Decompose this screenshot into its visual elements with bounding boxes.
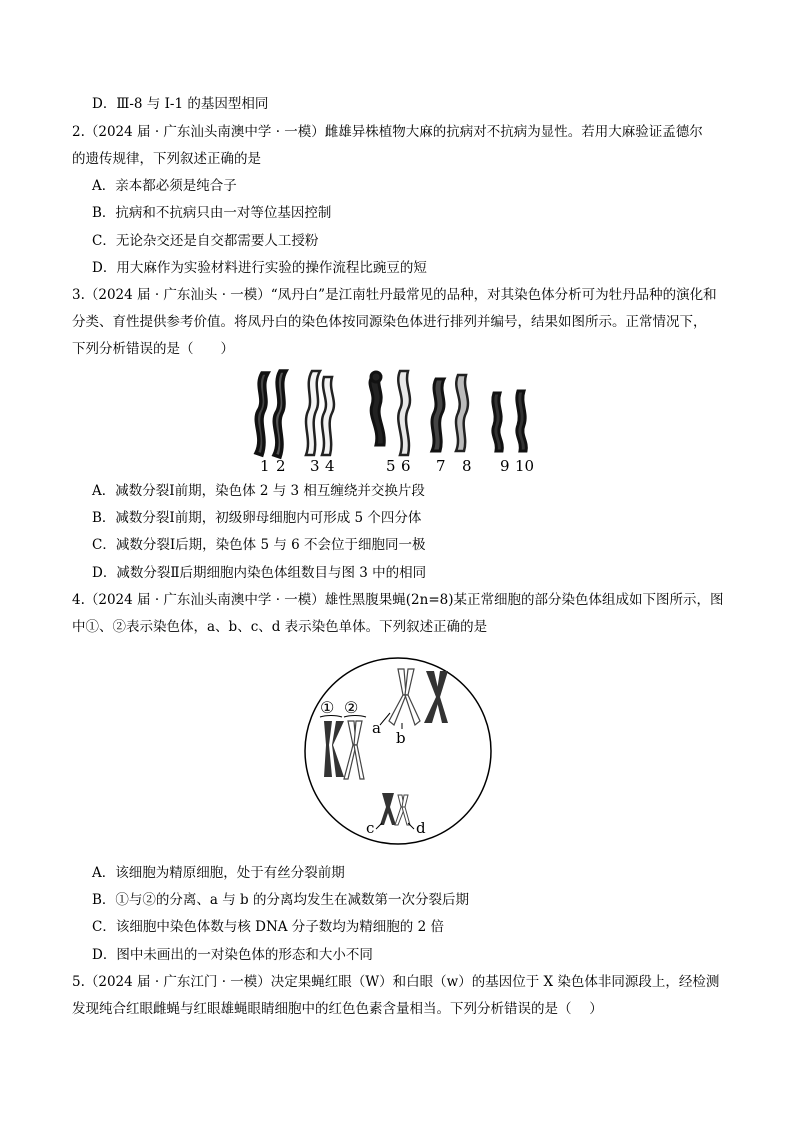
q2-stem-line1: 2.（2024 届 · 广东汕头南澳中学 · 一模）雌雄异株植物大麻的抗病对不抗病为显性。若用大麻验证孟德尔 xyxy=(72,124,703,140)
q5-stem-line2: 发现纯合红眼雌蝇与红眼雄蝇眼睛细胞中的红色色素含量相当。下列分析错误的是（ ） xyxy=(72,1001,603,1017)
chromosome-8 xyxy=(456,375,468,451)
q3-option-c: C．减数分裂Ⅰ后期，染色体 5 与 6 不会位于细胞同一极 xyxy=(92,537,426,553)
karyotype-figure xyxy=(250,367,550,475)
small-chromosome-outline xyxy=(395,795,410,825)
q3-stem-line2: 分类、育性提供参考价值。将凤丹白的染色体按同源染色体进行排列并编号，结果如图所示。正常情况下， xyxy=(72,314,707,330)
chromosome-ab-outline xyxy=(389,669,420,725)
q3-option-d: D．减数分裂Ⅱ后期细胞内染色体组数目与图 3 中的相同 xyxy=(92,565,427,581)
small-chromosome-dark xyxy=(380,793,396,825)
karyotype-label-4: 4 xyxy=(325,457,335,475)
label-d: d xyxy=(416,819,426,837)
label-a: a xyxy=(372,719,381,737)
q2-option-d: D．用大麻作为实验材料进行实验的操作流程比豌豆的短 xyxy=(92,260,427,276)
chromosome-2 xyxy=(274,371,286,457)
chromosome-7 xyxy=(432,379,444,451)
chromosome-10 xyxy=(517,391,526,451)
q4-stem-line1: 4.（2024 届 · 广东汕头南澳中学 · 一模）雄性黑腹果蝇(2n=8)某正常细胞的部分染色体组成如下图所示，图 xyxy=(72,592,724,608)
karyotype-label-10: 10 xyxy=(515,457,535,475)
chromosome-2-outline xyxy=(344,721,364,779)
q3-stem-line1: 3.（2024 届 · 广东汕头 · 一模）“凤丹白”是江南牡丹最常见的品种，对其染色体分析可为牡丹品种的演化和 xyxy=(72,287,717,303)
q4-option-c: C．该细胞中染色体数与核 DNA 分子数均为精细胞的 2 倍 xyxy=(92,919,444,935)
q1-option-d: D．Ⅲ-8 与 Ⅰ-1 的基因型相同 xyxy=(92,96,269,112)
q2-option-b: B．抗病和不抗病只由一对等位基因控制 xyxy=(92,205,332,221)
q4-option-d: D．图中未画出的一对染色体的形态和大小不同 xyxy=(92,947,373,963)
chromosome-9 xyxy=(493,393,502,451)
label-b: b xyxy=(396,729,406,747)
karyotype-label-7: 7 xyxy=(436,457,446,475)
label-circle-two: ② xyxy=(344,698,359,717)
chromosome-1 xyxy=(256,373,268,455)
chromosome-3 xyxy=(306,371,320,455)
q4-option-b: B．①与②的分离、a 与 b 的分离均发生在减数第一次分裂后期 xyxy=(92,892,469,908)
chromosome-5 xyxy=(370,372,384,445)
karyotype-label-8: 8 xyxy=(462,457,472,475)
chromosome-1-dark xyxy=(324,721,344,777)
q3-stem-line3: 下列分析错误的是（ ） xyxy=(72,341,234,357)
karyotype-label-9: 9 xyxy=(500,457,510,475)
q2-option-a: A．亲本都必须是纯合子 xyxy=(92,178,237,194)
chromosome-6 xyxy=(398,371,410,455)
cell-figure xyxy=(302,655,494,847)
q2-stem-line2: 的遗传规律，下列叙述正确的是 xyxy=(72,151,261,167)
q4-stem-line2: 中①、②表示染色体，a、b、c、d 表示染色单体。下列叙述正确的是 xyxy=(72,619,488,635)
q2-option-c: C．无论杂交还是自交都需要人工授粉 xyxy=(92,233,319,249)
chromosome-dark-right xyxy=(424,671,448,723)
karyotype-label-1: 1 xyxy=(260,457,270,475)
label-circle-one: ① xyxy=(320,698,335,717)
karyotype-label-3: 3 xyxy=(310,457,320,475)
q4-option-a: A．该细胞为精原细胞，处于有丝分裂前期 xyxy=(92,865,345,881)
label-c: c xyxy=(366,819,375,837)
karyotype-label-5: 5 xyxy=(386,457,396,475)
q3-option-b: B．减数分裂Ⅰ前期，初级卵母细胞内可形成 5 个四分体 xyxy=(92,510,422,526)
q5-stem-line1: 5.（2024 届 · 广东江门 · 一模）决定果蝇红眼（W）和白眼（w）的基因位于 X 染色体非同源段上，经检测 xyxy=(72,974,720,990)
chromosome-4 xyxy=(322,377,334,455)
karyotype-label-6: 6 xyxy=(401,457,411,475)
karyotype-label-2: 2 xyxy=(276,457,286,475)
q3-option-a: A．减数分裂Ⅰ前期，染色体 2 与 3 相互缠绕并交换片段 xyxy=(92,483,425,499)
